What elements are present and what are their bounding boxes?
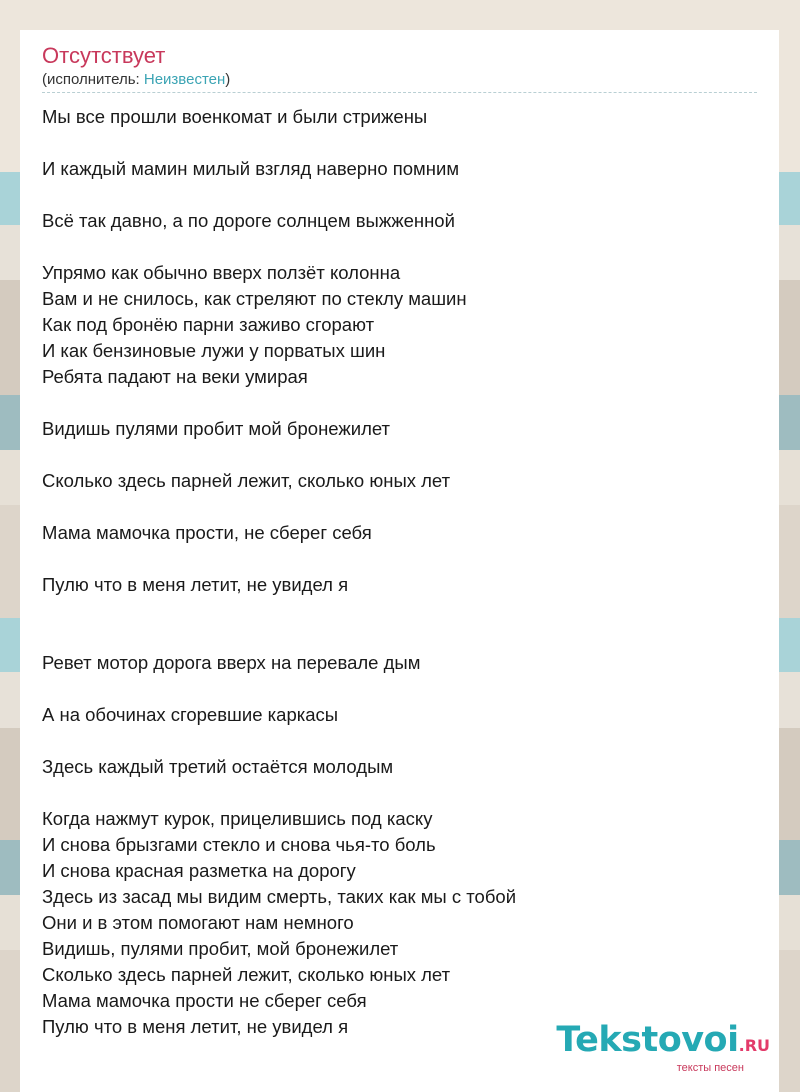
lyrics-line: А на обочинах сгоревшие каркасы <box>42 704 339 725</box>
lyrics-stanza <box>42 702 757 728</box>
lyrics-stanza <box>42 754 757 780</box>
artist-suffix: ) <box>225 71 231 88</box>
artist-line <box>42 70 757 93</box>
lyrics-stanza <box>42 572 757 598</box>
lyrics-line: Мы все прошли военкомат и были стрижены <box>42 106 428 127</box>
logo-wordmark <box>556 1022 770 1064</box>
lyrics-line: И каждый мамин милый взгляд наверно помним <box>42 158 460 179</box>
lyrics-line: Здесь каждый третий остаётся молодым <box>42 756 394 777</box>
logo-tld: .RU <box>738 1036 770 1055</box>
lyrics-line: Видишь пулями пробит мой бронежилет <box>42 418 391 439</box>
lyrics-stanza <box>42 208 757 234</box>
artist-prefix: (исполнитель: <box>42 71 144 88</box>
lyrics-line: Видишь, пулями пробит, мой бронежилет <box>42 938 399 959</box>
lyrics-line: Сколько здесь парней лежит, сколько юных лет <box>42 470 451 491</box>
lyrics-line: Здесь из засад мы видим смерть, таких как мы с тобой <box>42 886 517 907</box>
lyrics-stanza <box>42 416 757 442</box>
lyrics-stanza <box>42 104 757 130</box>
lyrics-stanza <box>42 156 757 182</box>
song-header <box>42 42 757 93</box>
site-logo[interactable] <box>556 1022 770 1074</box>
song-title: Отсутствует <box>42 43 166 68</box>
content-panel <box>20 30 779 1092</box>
lyrics-line: Пулю что в меня летит, не увидел я <box>42 574 349 595</box>
lyrics-stanza <box>42 806 757 1040</box>
lyrics-line: Ревет мотор дорога вверх на перевале дым <box>42 652 421 673</box>
lyrics-line: Упрямо как обычно вверх ползёт колонна <box>42 262 401 283</box>
lyrics-stanza <box>42 650 757 676</box>
lyrics-line: Когда нажмут курок, прицелившись под каску <box>42 808 433 829</box>
lyrics-line: И снова брызгами стекло и снова чья-то боль <box>42 834 436 855</box>
lyrics-stanza <box>42 260 757 390</box>
lyrics-line: Мама мамочка прости, не сберег себя <box>42 522 372 543</box>
lyrics-stanza <box>42 520 757 546</box>
lyrics-line: Как под бронёю парни заживо сгорают <box>42 314 375 335</box>
lyrics-line: И как бензиновые лужи у порватых шин <box>42 340 386 361</box>
lyrics-line: И снова красная разметка на дорогу <box>42 860 356 881</box>
lyrics-line: Мама мамочка прости не сберег себя <box>42 990 367 1011</box>
logo-tagline: тексты песен <box>676 1062 744 1074</box>
lyrics-stanza <box>42 468 757 494</box>
lyrics-line: Они и в этом помогают нам немного <box>42 912 354 933</box>
lyrics-body <box>42 104 757 1066</box>
artist-link[interactable]: Неизвестен <box>143 71 226 88</box>
lyrics-line: Всё так давно, а по дороге солнцем выжженной <box>42 210 455 231</box>
lyrics-line: Ребята падают на веки умирая <box>42 366 308 387</box>
logo-main-text: Tekstovoi <box>556 1020 739 1060</box>
lyrics-line: Сколько здесь парней лежит, сколько юных лет <box>42 964 451 985</box>
lyrics-line: Вам и не снилось, как стреляют по стеклу машин <box>42 288 467 309</box>
lyrics-line: Пулю что в меня летит, не увидел я <box>42 1016 349 1037</box>
